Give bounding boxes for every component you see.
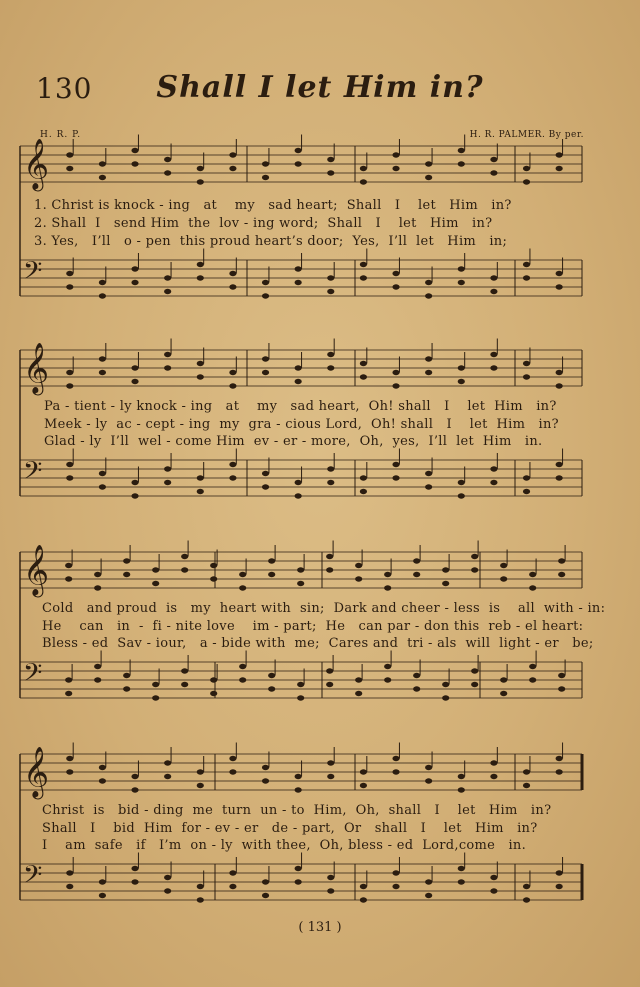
note-head — [66, 475, 73, 480]
bass-clef-icon: 𝄢 — [23, 456, 43, 492]
note-head — [152, 581, 159, 586]
note-head — [490, 157, 497, 162]
note-head — [295, 365, 302, 370]
note-head — [355, 563, 362, 568]
note-head — [295, 480, 302, 485]
note-head — [392, 166, 399, 171]
note-head — [229, 166, 236, 171]
note-head — [360, 884, 367, 889]
note-head — [458, 787, 465, 792]
note-head — [99, 893, 106, 898]
note-head — [558, 572, 565, 577]
note-head — [164, 774, 171, 779]
note-head — [99, 356, 106, 361]
note-head — [327, 466, 334, 471]
note-head — [529, 677, 536, 682]
note-head — [392, 769, 399, 774]
note-head — [99, 778, 106, 783]
lyric-line: Glad - ly I’ll wel - come Him ev - er - more, Oh, yes, I’ll let Him in. — [44, 434, 543, 449]
note-head — [99, 161, 106, 166]
note-head — [99, 765, 106, 770]
note-head — [523, 475, 530, 480]
lyric-line: He can in - fi - nite love im - part; He can par - don this reb - el heart: — [42, 619, 584, 634]
note-head — [392, 152, 399, 157]
note-head — [99, 484, 106, 489]
note-head — [425, 471, 432, 476]
note-head — [458, 379, 465, 384]
note-head — [164, 365, 171, 370]
note-head — [529, 585, 536, 590]
note-head — [556, 166, 563, 171]
note-head — [295, 148, 302, 153]
note-head — [268, 686, 275, 691]
note-head — [425, 280, 432, 285]
lyric-line: Cold and proud is my heart with sin; Dark and cheer - less is all with - in: — [42, 601, 606, 616]
lyric-line: 1. Christ is knock - ing at my sad heart; Shall I let Him in? — [34, 198, 512, 213]
note-head — [123, 673, 130, 678]
note-head — [327, 480, 334, 485]
note-head — [99, 879, 106, 884]
note-head — [490, 774, 497, 779]
note-head — [66, 370, 73, 375]
note-head — [131, 774, 138, 779]
note-head — [556, 870, 563, 875]
note-head — [268, 673, 275, 678]
note-head — [164, 352, 171, 357]
note-head — [262, 161, 269, 166]
note-head — [384, 572, 391, 577]
note-head — [425, 175, 432, 180]
note-head — [360, 769, 367, 774]
note-head — [523, 884, 530, 889]
note-head — [99, 280, 106, 285]
note-head — [523, 769, 530, 774]
note-head — [262, 765, 269, 770]
note-head — [131, 480, 138, 485]
note-head — [297, 567, 304, 572]
note-head — [384, 585, 391, 590]
note-head — [458, 480, 465, 485]
note-head — [239, 585, 246, 590]
treble-clef-icon: 𝄞 — [23, 746, 50, 798]
note-head — [360, 475, 367, 480]
note-head — [131, 148, 138, 153]
note-head — [164, 760, 171, 765]
note-head — [229, 475, 236, 480]
note-head — [66, 284, 73, 289]
note-head — [197, 783, 204, 788]
note-head — [413, 558, 420, 563]
note-head — [131, 493, 138, 498]
note-head — [392, 884, 399, 889]
note-head — [458, 774, 465, 779]
lyric-line: 3. Yes, I’ll o - pen this proud heart’s door; Yes, I’ll let Him in; — [34, 234, 508, 249]
note-head — [355, 576, 362, 581]
note-head — [262, 175, 269, 180]
note-head — [197, 166, 204, 171]
note-head — [65, 691, 72, 696]
note-head — [229, 271, 236, 276]
note-head — [66, 769, 73, 774]
note-head — [66, 152, 73, 157]
note-head — [360, 897, 367, 902]
note-head — [210, 576, 217, 581]
note-head — [229, 884, 236, 889]
note-head — [131, 365, 138, 370]
note-head — [262, 356, 269, 361]
note-head — [164, 275, 171, 280]
note-head — [164, 289, 171, 294]
note-head — [99, 370, 106, 375]
note-head — [65, 576, 72, 581]
lyric-line: Meek - ly ac - cept - ing my gra - cious Lord, Oh! shall I let Him in? — [44, 417, 559, 432]
note-head — [392, 756, 399, 761]
note-head — [229, 383, 236, 388]
note-head — [239, 677, 246, 682]
note-head — [490, 875, 497, 880]
note-head — [229, 870, 236, 875]
note-head — [500, 563, 507, 568]
note-head — [392, 475, 399, 480]
note-head — [152, 567, 159, 572]
note-head — [197, 897, 204, 902]
note-head — [425, 484, 432, 489]
note-head — [123, 558, 130, 563]
note-head — [295, 379, 302, 384]
note-head — [239, 572, 246, 577]
note-head — [262, 280, 269, 285]
lyric-line: I am safe if I’m on - ly with thee, Oh, bless - ed Lord,come in. — [42, 838, 527, 853]
music-attribution: H. R. PALMER. By per. — [469, 130, 584, 140]
note-head — [327, 760, 334, 765]
note-head — [425, 778, 432, 783]
note-head — [425, 893, 432, 898]
note-head — [490, 466, 497, 471]
note-head — [152, 695, 159, 700]
lyric-line: Bless - ed Sav - iour, a - bide with me; Cares and tri - als will light - er be; — [42, 636, 594, 651]
note-head — [197, 489, 204, 494]
note-head — [490, 275, 497, 280]
note-head — [229, 756, 236, 761]
note-head — [197, 884, 204, 889]
note-head — [99, 293, 106, 298]
note-head — [65, 677, 72, 682]
treble-clef-icon: 𝄞 — [23, 544, 50, 596]
words-attribution: H. R. P. — [40, 130, 82, 140]
note-head — [262, 484, 269, 489]
note-head — [523, 262, 530, 267]
note-head — [262, 778, 269, 783]
note-head — [99, 175, 106, 180]
note-head — [360, 374, 367, 379]
note-head — [360, 361, 367, 366]
note-head — [131, 787, 138, 792]
note-head — [164, 157, 171, 162]
note-head — [425, 765, 432, 770]
note-head — [458, 161, 465, 166]
note-head — [471, 668, 478, 673]
note-head — [529, 572, 536, 577]
note-head — [556, 284, 563, 289]
note-head — [556, 370, 563, 375]
note-head — [94, 585, 101, 590]
note-head — [327, 365, 334, 370]
note-head — [442, 581, 449, 586]
note-head — [326, 567, 333, 572]
note-head — [425, 370, 432, 375]
note-head — [392, 271, 399, 276]
note-head — [181, 682, 188, 687]
note-head — [164, 170, 171, 175]
note-head — [327, 888, 334, 893]
note-head — [131, 280, 138, 285]
note-head — [392, 383, 399, 388]
note-head — [94, 664, 101, 669]
note-head — [295, 866, 302, 871]
note-head — [295, 774, 302, 779]
note-head — [297, 682, 304, 687]
note-head — [392, 284, 399, 289]
note-head — [442, 567, 449, 572]
note-head — [295, 280, 302, 285]
note-head — [458, 365, 465, 370]
note-head — [384, 677, 391, 682]
note-head — [556, 152, 563, 157]
note-head — [458, 266, 465, 271]
note-head — [355, 677, 362, 682]
note-head — [131, 879, 138, 884]
note-head — [425, 356, 432, 361]
note-head — [360, 275, 367, 280]
note-head — [210, 691, 217, 696]
note-head — [360, 783, 367, 788]
note-head — [500, 691, 507, 696]
note-head — [413, 673, 420, 678]
note-head — [471, 682, 478, 687]
note-head — [262, 893, 269, 898]
note-head — [355, 691, 362, 696]
note-head — [442, 695, 449, 700]
note-head — [262, 293, 269, 298]
note-head — [94, 677, 101, 682]
note-head — [458, 879, 465, 884]
note-head — [164, 480, 171, 485]
lyric-line: 2. Shall I send Him the lov - ing word; Shall I let Him in? — [34, 216, 493, 231]
note-head — [556, 271, 563, 276]
note-head — [164, 466, 171, 471]
note-head — [295, 879, 302, 884]
note-head — [327, 157, 334, 162]
note-head — [197, 374, 204, 379]
note-head — [327, 875, 334, 880]
note-head — [556, 383, 563, 388]
note-head — [197, 275, 204, 280]
note-head — [360, 166, 367, 171]
note-head — [523, 489, 530, 494]
note-head — [523, 374, 530, 379]
note-head — [326, 668, 333, 673]
note-head — [229, 370, 236, 375]
note-head — [181, 668, 188, 673]
lyric-line: Shall I bid Him for - ev - er de - part, Or shall I let Him in? — [42, 821, 538, 836]
note-head — [523, 897, 530, 902]
hymn-title: Shall I let Him in? — [156, 70, 484, 105]
note-head — [558, 673, 565, 678]
note-head — [326, 682, 333, 687]
note-head — [392, 870, 399, 875]
note-head — [210, 563, 217, 568]
note-head — [197, 179, 204, 184]
bass-clef-icon: 𝄢 — [23, 658, 43, 694]
note-head — [123, 572, 130, 577]
note-head — [197, 262, 204, 267]
note-head — [229, 284, 236, 289]
note-head — [229, 462, 236, 467]
treble-clef-icon: 𝄞 — [23, 342, 50, 394]
note-head — [66, 462, 73, 467]
note-head — [295, 266, 302, 271]
note-head — [268, 558, 275, 563]
note-head — [490, 760, 497, 765]
note-head — [471, 554, 478, 559]
note-head — [123, 686, 130, 691]
note-head — [360, 179, 367, 184]
note-head — [66, 884, 73, 889]
note-head — [197, 769, 204, 774]
note-head — [65, 563, 72, 568]
note-head — [327, 352, 334, 357]
note-head — [295, 161, 302, 166]
note-head — [131, 379, 138, 384]
note-head — [558, 558, 565, 563]
note-head — [490, 480, 497, 485]
note-head — [500, 576, 507, 581]
note-head — [152, 682, 159, 687]
note-head — [181, 554, 188, 559]
note-head — [458, 866, 465, 871]
note-head — [556, 462, 563, 467]
note-head — [425, 161, 432, 166]
page-number: ( 131 ) — [298, 920, 342, 935]
note-head — [471, 567, 478, 572]
note-head — [66, 383, 73, 388]
note-head — [239, 664, 246, 669]
hymn-number: 130 — [36, 72, 93, 105]
note-head — [523, 166, 530, 171]
note-head — [500, 677, 507, 682]
note-head — [490, 365, 497, 370]
note-head — [262, 370, 269, 375]
note-head — [458, 280, 465, 285]
note-head — [66, 166, 73, 171]
note-head — [327, 774, 334, 779]
note-head — [425, 879, 432, 884]
note-head — [523, 361, 530, 366]
note-head — [131, 161, 138, 166]
note-head — [490, 170, 497, 175]
note-head — [458, 148, 465, 153]
note-head — [229, 769, 236, 774]
note-head — [131, 866, 138, 871]
note-head — [413, 572, 420, 577]
note-head — [458, 493, 465, 498]
note-head — [392, 370, 399, 375]
treble-clef-icon: 𝄞 — [23, 138, 50, 190]
note-head — [262, 879, 269, 884]
note-head — [210, 677, 217, 682]
note-head — [297, 581, 304, 586]
note-head — [99, 471, 106, 476]
note-head — [327, 170, 334, 175]
note-head — [556, 884, 563, 889]
lyric-line: Pa - tient - ly knock - ing at my sad heart, Oh! shall I let Him in? — [44, 399, 557, 414]
note-head — [384, 664, 391, 669]
note-head — [558, 686, 565, 691]
note-head — [297, 695, 304, 700]
note-head — [262, 471, 269, 476]
note-head — [442, 682, 449, 687]
note-head — [392, 462, 399, 467]
note-head — [66, 756, 73, 761]
note-head — [197, 361, 204, 366]
note-head — [229, 152, 236, 157]
note-head — [490, 888, 497, 893]
note-head — [523, 783, 530, 788]
lyric-line: Christ is bid - ding me turn un - to Him, Oh, shall I let Him in? — [42, 803, 552, 818]
note-head — [164, 875, 171, 880]
note-head — [556, 756, 563, 761]
note-head — [360, 489, 367, 494]
note-head — [490, 352, 497, 357]
note-head — [295, 787, 302, 792]
note-head — [197, 475, 204, 480]
note-head — [413, 686, 420, 691]
note-head — [556, 475, 563, 480]
note-head — [326, 554, 333, 559]
note-head — [425, 293, 432, 298]
note-head — [94, 572, 101, 577]
note-head — [360, 262, 367, 267]
note-head — [181, 567, 188, 572]
note-head — [523, 179, 530, 184]
note-head — [66, 870, 73, 875]
bass-clef-icon: 𝄢 — [23, 860, 43, 896]
note-head — [66, 271, 73, 276]
note-head — [556, 769, 563, 774]
note-head — [490, 289, 497, 294]
note-head — [327, 289, 334, 294]
note-head — [295, 493, 302, 498]
note-head — [529, 664, 536, 669]
note-head — [327, 275, 334, 280]
note-head — [268, 572, 275, 577]
note-head — [523, 275, 530, 280]
note-head — [164, 888, 171, 893]
bass-clef-icon: 𝄢 — [23, 256, 43, 292]
note-head — [131, 266, 138, 271]
